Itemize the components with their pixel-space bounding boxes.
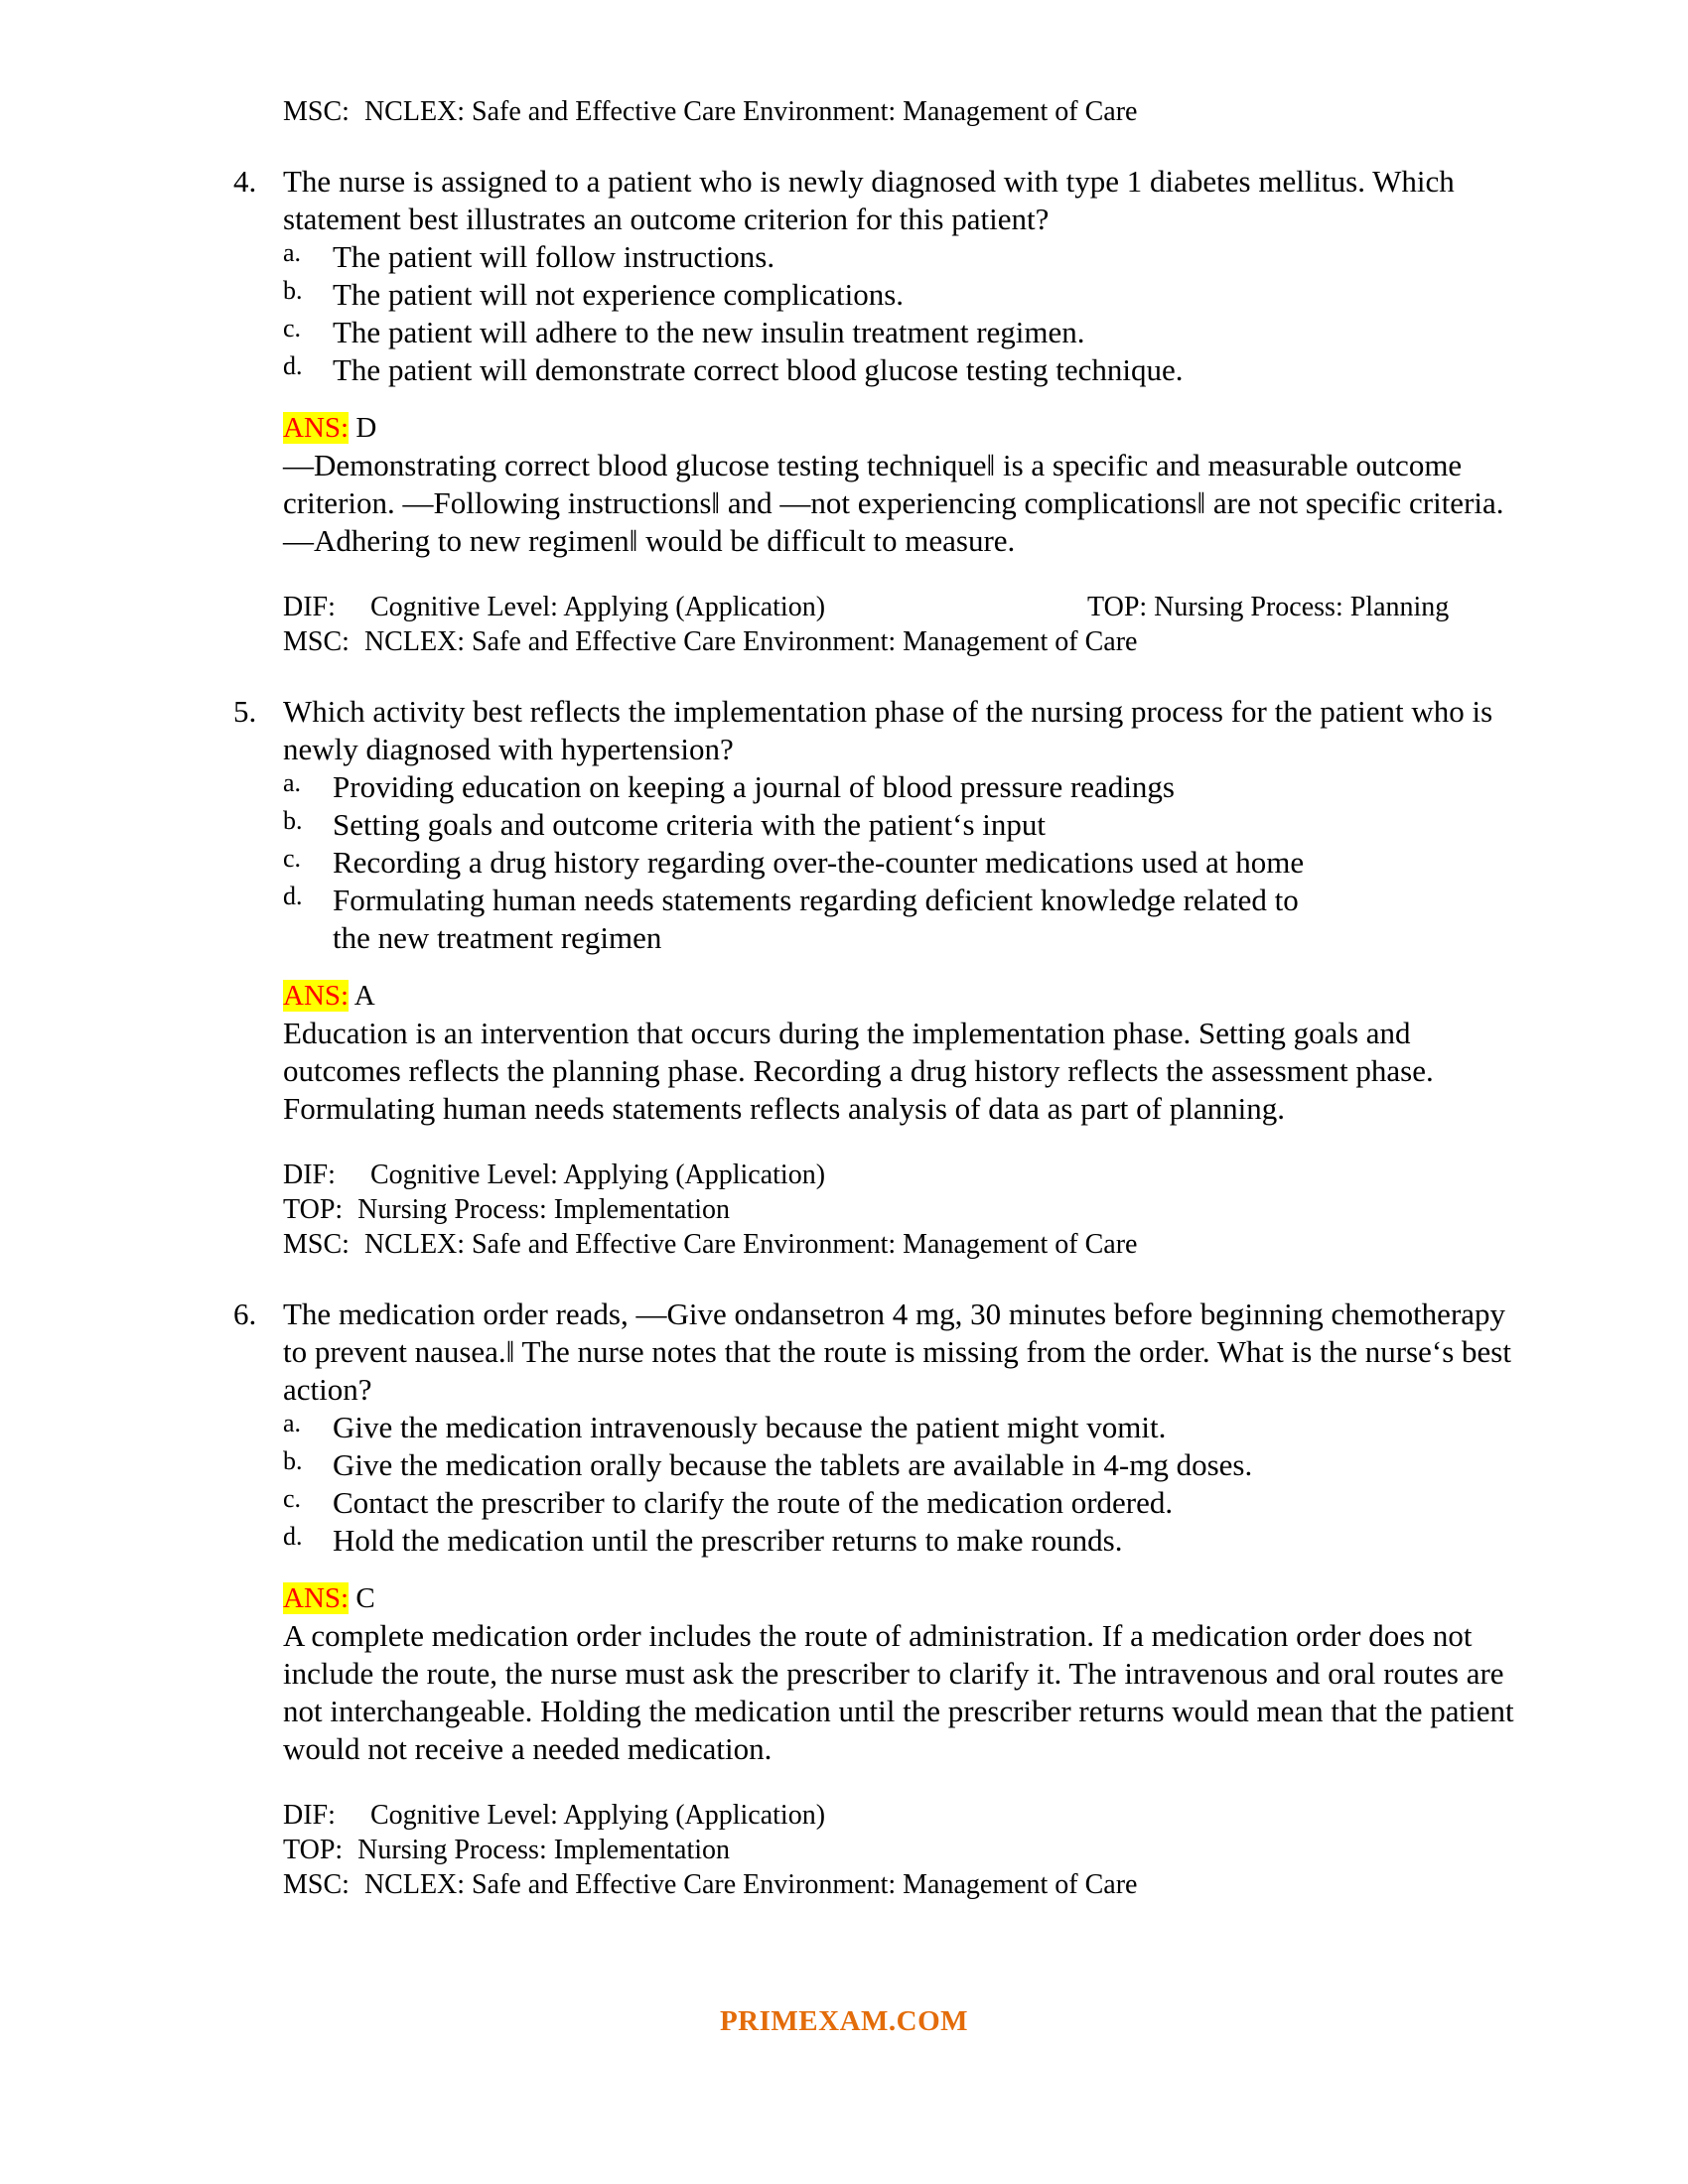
option-letter: c. [283, 314, 302, 342]
question-4 [233, 163, 1514, 659]
top-value: Nursing Process: Implementation [357, 1835, 730, 1865]
msc-value: NCLEX: Safe and Effective Care Environment: Management of Care [363, 96, 1138, 127]
answer-options [283, 238, 1514, 389]
ans-value: A [349, 980, 375, 1012]
msc-value: NCLEX: Safe and Effective Care Environment: Management of Care [363, 626, 1138, 657]
option-text: Hold the medication until the prescriber returns to make rounds. [333, 1523, 1123, 1558]
question-number: 6. [233, 1297, 257, 1331]
option-text: Contact the prescriber to clarify the route of the medication ordered. [333, 1485, 1174, 1520]
option-letter: b. [283, 1446, 303, 1475]
option-letter: c. [283, 844, 302, 873]
dif-row [283, 1158, 1514, 1192]
top-label: TOP: [283, 1194, 344, 1225]
answer-options [283, 1409, 1514, 1560]
top-msc-line [283, 94, 1514, 129]
top-line [283, 1192, 1514, 1227]
answer-line [283, 1579, 1514, 1617]
top-value: Nursing Process: Planning [1154, 592, 1450, 622]
msc-value: NCLEX: Safe and Effective Care Environment: Management of Care [363, 1229, 1138, 1260]
msc-label: MSC: [283, 1869, 350, 1900]
option-letter: d. [283, 351, 303, 380]
option-letter: c. [283, 1484, 302, 1513]
option-b [283, 1446, 1514, 1484]
option-a [283, 1409, 1514, 1446]
meta-block [283, 1798, 1514, 1902]
top-label: TOP: [1087, 592, 1148, 622]
option-a [283, 238, 1514, 276]
rationale: Education is an intervention that occurs during the implementation phase. Setting goals and outcomes reflects the planning phase. Recording a drug history reflects the assessment phase. Formulating human needs statements reflects analysis of data as part of planning. [283, 1016, 1434, 1126]
option-text: Give the medication intravenously because the patient might vomit. [333, 1410, 1167, 1444]
rationale: A complete medication order includes the route of administration. If a medication order does not include the route, the nurse must ask the prescriber to clarify it. The intravenous and oral routes are not interchangeable. Holding the medication until the prescriber returns would mean that the patient would not receive a needed medication. [283, 1618, 1514, 1766]
msc-line [283, 1227, 1514, 1262]
question-number: 5. [233, 694, 257, 729]
option-letter: b. [283, 276, 303, 305]
top-label: TOP: [283, 1835, 344, 1865]
top-line [283, 1833, 1514, 1867]
option-d [283, 1522, 1514, 1560]
msc-label: MSC: [283, 626, 350, 657]
option-d [283, 882, 1514, 957]
option-d [283, 351, 1514, 389]
dif-value: Cognitive Level: Applying (Application) [370, 1800, 826, 1831]
msc-label: MSC: [283, 1229, 350, 1260]
option-c [283, 844, 1514, 882]
top-value: Nursing Process: Implementation [357, 1194, 730, 1225]
answer-line [283, 409, 1514, 447]
option-b [283, 276, 1514, 314]
dif-value: Cognitive Level: Applying (Application) [370, 1160, 826, 1190]
dif-label: DIF: [283, 592, 336, 622]
option-text: Recording a drug history regarding over-the-counter medications used at home [333, 845, 1305, 880]
option-text: Formulating human needs statements regarding deficient knowledge related to the new treatment regimen [333, 883, 1299, 955]
ans-value: D [349, 412, 377, 444]
ans-label: ANS: [283, 1582, 350, 1614]
question-stem: Which activity best reflects the implementation phase of the nursing process for the patient who is newly diagnosed with hypertension? [283, 694, 1493, 766]
option-c [283, 1484, 1514, 1522]
dif-label: DIF: [283, 1160, 336, 1190]
page-content [233, 94, 1514, 1902]
answer-block [283, 1579, 1514, 1768]
option-c [283, 314, 1514, 351]
msc-label: MSC: [283, 96, 350, 127]
option-letter: a. [283, 1409, 302, 1437]
option-text: Setting goals and outcome criteria with the patient‘s input [333, 807, 1046, 842]
ans-label: ANS: [283, 412, 350, 444]
option-text: Providing education on keeping a journal of blood pressure readings [333, 769, 1175, 804]
option-text: The patient will demonstrate correct blood glucose testing technique. [333, 352, 1184, 387]
option-letter: d. [283, 1522, 303, 1551]
option-text: The patient will adhere to the new insulin treatment regimen. [333, 315, 1085, 349]
option-a [283, 768, 1514, 806]
question-5 [233, 693, 1514, 1262]
dif-value: Cognitive Level: Applying (Application) [370, 592, 826, 622]
option-letter: a. [283, 238, 302, 267]
option-text: Give the medication orally because the tablets are available in 4-mg doses. [333, 1447, 1253, 1482]
option-letter: b. [283, 806, 303, 835]
msc-value: NCLEX: Safe and Effective Care Environment: Management of Care [363, 1869, 1138, 1900]
option-text: The patient will follow instructions. [333, 239, 775, 274]
meta-block [283, 1158, 1514, 1262]
answer-block [283, 409, 1514, 560]
msc-line [283, 1867, 1514, 1902]
answer-block [283, 977, 1514, 1128]
footer-watermark: PRIMEXAM.COM [719, 2005, 969, 2037]
dif-label: DIF: [283, 1800, 336, 1831]
ans-value: C [349, 1582, 375, 1614]
option-text: The patient will not experience complications. [333, 277, 905, 312]
option-b [283, 806, 1514, 844]
rationale: ―Demonstrating correct blood glucose testing technique‖ is a specific and measurable outcome criterion. ―Following instructions‖ and ―not experiencing complications‖ are not specific criteria. ―Adhering to new regimen‖ would be difficult to measure. [283, 448, 1504, 558]
question-stem: The medication order reads, ―Give ondansetron 4 mg, 30 minutes before beginning chemotherapy to prevent nausea.‖ The nurse notes that the route is missing from the order. What is the nurse‘s best action? [283, 1297, 1511, 1407]
option-letter: a. [283, 768, 302, 797]
question-6 [233, 1296, 1514, 1902]
dif-row [283, 590, 1514, 624]
answer-options [283, 768, 1514, 957]
meta-block [283, 590, 1514, 659]
answer-line [283, 977, 1514, 1015]
dif-row [283, 1798, 1514, 1833]
question-number: 4. [233, 164, 257, 199]
question-stem: The nurse is assigned to a patient who is newly diagnosed with type 1 diabetes mellitus. Which statement best illustrates an outcome criterion for this patient? [283, 164, 1455, 236]
msc-line [283, 624, 1514, 659]
ans-label: ANS: [283, 980, 350, 1012]
option-letter: d. [283, 882, 303, 910]
top-inline [1087, 590, 1449, 624]
